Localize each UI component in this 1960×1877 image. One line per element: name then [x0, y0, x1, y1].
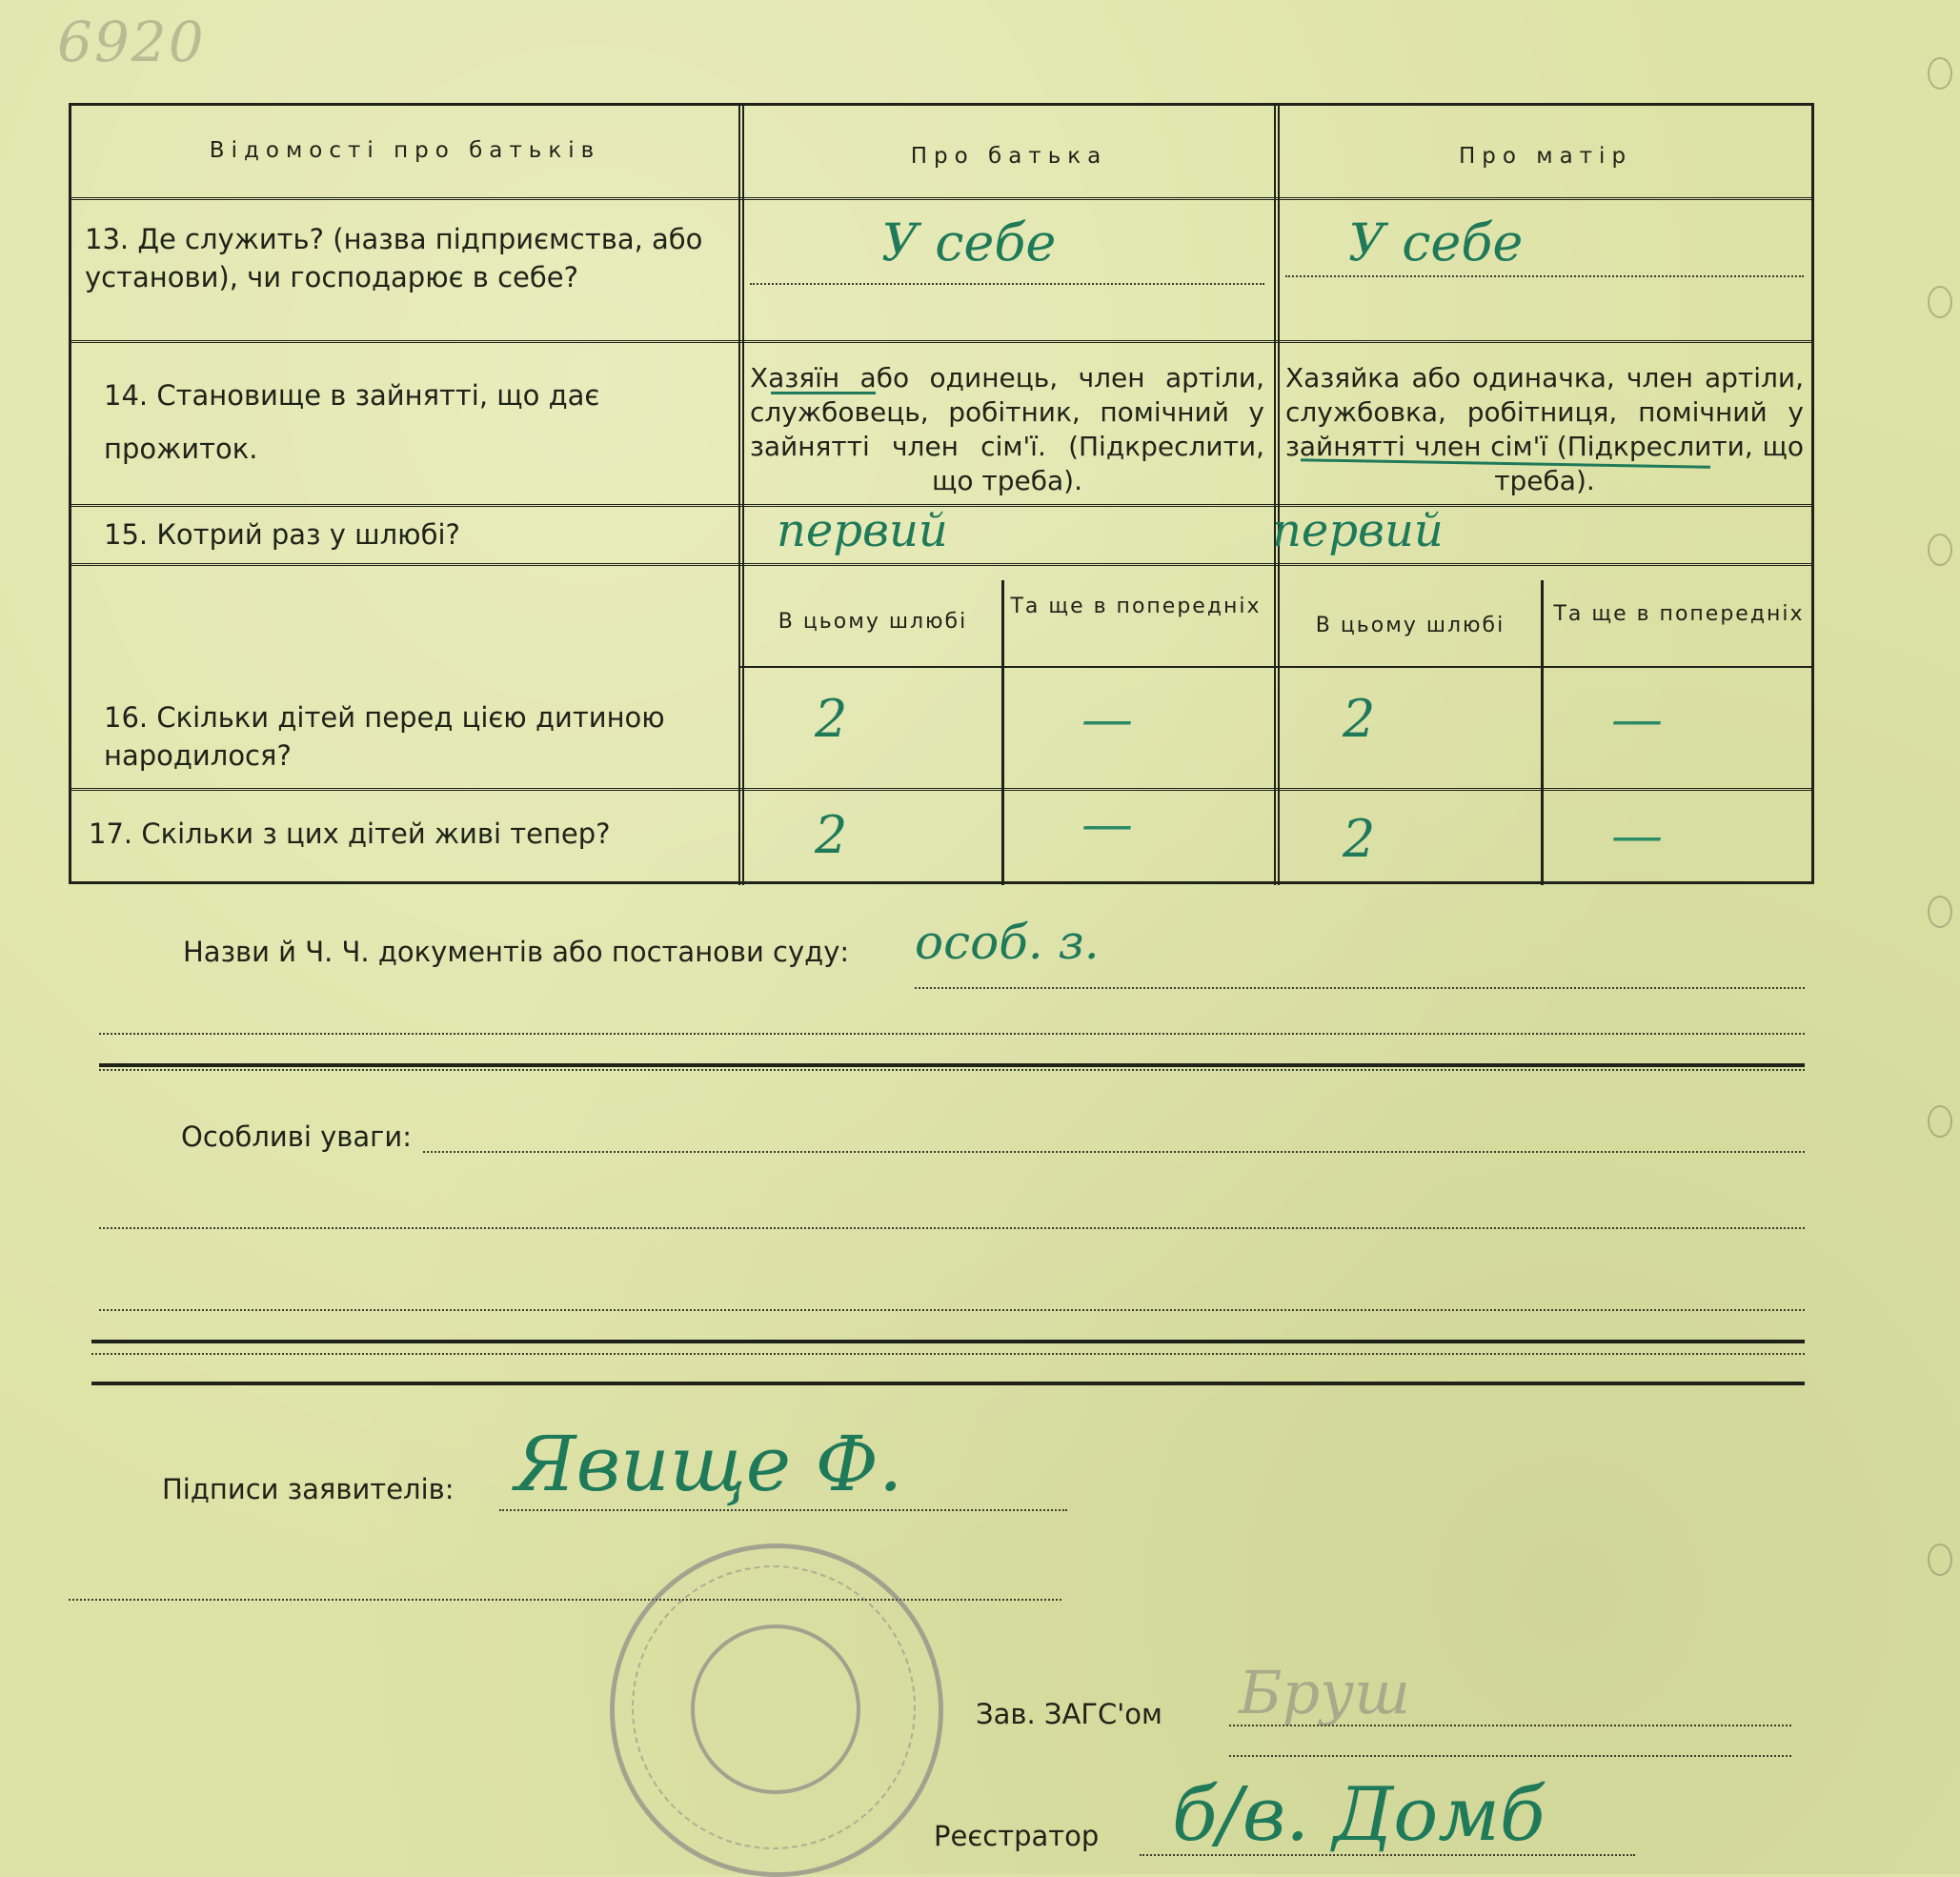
notes-line-1	[423, 1151, 1805, 1153]
mother-children-prev: —	[1611, 689, 1663, 749]
registry-head-label: Зав. ЗАГС'ом	[976, 1698, 1162, 1730]
row-divider-header	[71, 197, 1811, 200]
father-marriage-count: первий	[777, 504, 948, 557]
mother-sub-this: В цьому шлюбі	[1315, 614, 1505, 637]
documents-value: особ. з.	[915, 915, 1100, 970]
notes-line-4	[91, 1353, 1805, 1355]
father-sub-this: В цьому шлюбі	[778, 610, 968, 634]
father-occupation-options: Хазяїн або одинець, член артіли, службовець, робітник, помічний у зайнятті член сім'ї. (Підкреслити, що треба).	[750, 362, 1264, 496]
father-children-prev: —	[1081, 689, 1133, 749]
mother-children-alive: 2	[1343, 809, 1376, 869]
header-father: Про батька	[910, 144, 1108, 169]
question-13: 13. Де служить? (назва підприємства, або установи), чи господарює в себе?	[85, 223, 703, 293]
father-children-alive-prev: —	[1081, 794, 1133, 854]
applicants-line-2	[69, 1599, 1061, 1601]
notes-label: Особливі уваги:	[181, 1120, 413, 1153]
mother-13-line	[1285, 275, 1804, 277]
mother-workplace: У себе	[1348, 212, 1524, 272]
documents-line-2	[99, 1033, 1805, 1035]
father-children-this: 2	[815, 689, 848, 749]
subheader-divider	[738, 666, 1811, 668]
applicants-line-1	[499, 1509, 1067, 1511]
question-15: 15. Котрий раз у шлюбі?	[104, 518, 460, 551]
parents-info-table	[69, 103, 1814, 884]
section-divider-3	[91, 1382, 1805, 1385]
official-stamp	[610, 1544, 943, 1877]
notes-line-3	[99, 1309, 1805, 1311]
row-divider-13	[71, 340, 1811, 343]
documents-label: Назви й Ч. Ч. документів або постанови суду:	[183, 936, 850, 968]
registry-head-line-2	[1229, 1755, 1791, 1757]
registrar-signature: б/в. Домб	[1172, 1772, 1546, 1858]
documents-line-3	[99, 1069, 1805, 1071]
mother-marriage-count: первий	[1272, 504, 1444, 557]
header-parents-info: Відомості про батьків	[209, 138, 601, 163]
mother-occupation-options: Хазяйка або одиначка, член артіли, службовка, робітниця, помічний у зайнятті член сім'ї (Підкреслити, що треба).	[1285, 362, 1804, 496]
question-14: 14. Становище в зайнятті, що дає прожиток.	[104, 379, 600, 465]
col-divider-1	[738, 106, 744, 885]
row-divider-16	[71, 788, 1811, 791]
mother-subcol-divider	[1541, 580, 1544, 885]
mother-sub-prev: Та ще в попередніх	[1553, 602, 1805, 626]
applicants-signature: Явище Ф.	[515, 1420, 903, 1508]
registrar-label: Реєстратор	[934, 1820, 1100, 1852]
mother-children-this: 2	[1343, 689, 1376, 749]
col-divider-2	[1274, 106, 1280, 885]
documents-line-1	[915, 987, 1805, 989]
section-divider-1	[99, 1063, 1805, 1067]
question-17: 17. Скільки з цих дітей живі тепер?	[89, 817, 611, 850]
registry-head-line-1	[1229, 1725, 1791, 1726]
applicants-signature-label: Підписи заявителів:	[162, 1473, 455, 1505]
registry-head-signature: Бруш	[1239, 1658, 1410, 1727]
registrar-line	[1140, 1854, 1635, 1856]
mother-children-alive-prev: —	[1611, 805, 1663, 865]
father-13-line	[750, 283, 1264, 285]
father-subcol-divider	[1001, 580, 1004, 885]
father-workplace: У себе	[881, 212, 1057, 272]
section-divider-2	[91, 1340, 1805, 1343]
row-divider-15	[71, 563, 1811, 566]
father-sub-prev: Та ще в попередніх	[1010, 595, 1262, 618]
question-16: 16. Скільки дітей перед цією дитиною народилося?	[104, 701, 665, 772]
header-mother: Про матір	[1458, 144, 1633, 169]
father-underline-mark	[771, 392, 876, 394]
father-children-alive: 2	[815, 805, 848, 865]
notes-line-2	[99, 1227, 1805, 1229]
archive-number: 6920	[57, 10, 206, 74]
